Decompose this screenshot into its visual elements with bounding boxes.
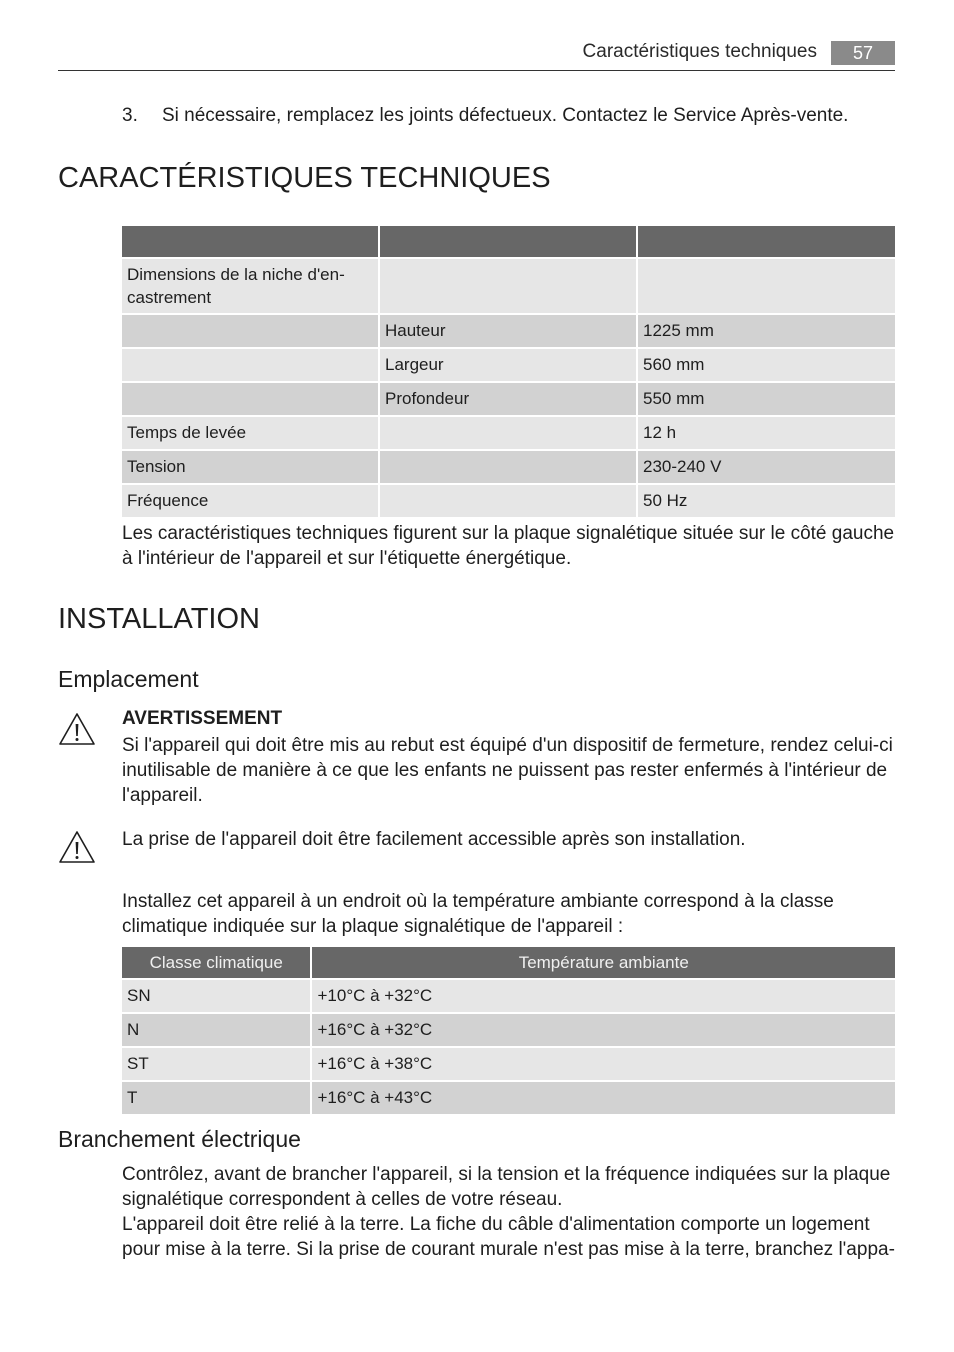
table-cell: ST (122, 1048, 310, 1080)
table-cell (380, 259, 636, 313)
warning-text: Si l'appareil qui doit être mis au rebut est équipé d'un dispositif de fermeture, rendez celui-ci inutilisable de manière à ce que les enfants ne puissent pas rester enfermés à l'intérieur de l'appareil. (122, 735, 893, 806)
table-row (122, 349, 895, 381)
subheading-emplacement: Emplacement (58, 666, 199, 692)
specs-table-header (122, 226, 895, 257)
step-text: Si nécessaire, remplacez les joints défectueux. Contactez le Service Après-vente. (162, 105, 849, 126)
table-cell: SN (122, 980, 310, 1012)
table-cell: Fréquence (122, 485, 378, 517)
warning-title: AVERTISSEMENT (122, 708, 283, 729)
table-cell (380, 485, 636, 517)
table-cell: +16°C à +32°C (312, 1014, 895, 1046)
specs-header-cell (638, 226, 895, 257)
warning-text: La prise de l'appareil doit être facilement accessible après son installation. (122, 829, 746, 850)
table-cell: 550 mm (638, 383, 895, 415)
branchement-paragraph-2: L'appareil doit être relié à la terre. La fiche du câble d'alimentation comporte un logement pour mise à la terre. Si la prise de courant murale n'est pas mise à la terre, branchez l'appa- (122, 1214, 895, 1260)
warning-triangle-icon (58, 712, 96, 746)
table-cell (380, 417, 636, 449)
table-cell (122, 383, 378, 415)
step-item (122, 105, 848, 127)
table-row (122, 259, 895, 313)
specs-note: Les caractéristiques techniques figurent sur la plaque signalétique située sur le côté gauche à l'intérieur de l'appareil et sur l'étiquette énergétique. (122, 523, 895, 569)
table-cell: +10°C à +32°C (312, 980, 895, 1012)
warning-triangle-icon (58, 830, 96, 864)
specs-header-cell (122, 226, 378, 257)
table-row (122, 1014, 895, 1046)
table-cell (122, 349, 378, 381)
table-row (122, 383, 895, 415)
table-row (122, 485, 895, 517)
table-cell: 560 mm (638, 349, 895, 381)
table-row (122, 980, 895, 1012)
table-cell: 230-240 V (638, 451, 895, 483)
table-cell: Hauteur (380, 315, 636, 347)
table-cell: Dimensions de la niche d'en- castrement (122, 259, 378, 313)
header-rule (58, 70, 895, 71)
section-heading-specs: CARACTÉRISTIQUES TECHNIQUES (58, 162, 551, 194)
page-number: 57 (831, 41, 895, 65)
table-row (122, 1082, 895, 1114)
branchement-paragraph-1: Contrôlez, avant de brancher l'appareil, si la tension et la fréquence indiquées sur la plaque signalétique correspondent à celles de votre réseau. (122, 1164, 891, 1210)
table-cell (122, 315, 378, 347)
table-cell: +16°C à +43°C (312, 1082, 895, 1114)
specs-table (120, 224, 897, 519)
table-cell: Profondeur (380, 383, 636, 415)
table-cell (380, 451, 636, 483)
table-cell (638, 259, 895, 313)
table-cell: Largeur (380, 349, 636, 381)
table-cell: Tension (122, 451, 378, 483)
specs-header-cell (380, 226, 636, 257)
table-cell: 1225 mm (638, 315, 895, 347)
table-cell: +16°C à +38°C (312, 1048, 895, 1080)
table-cell: Temps de levée (122, 417, 378, 449)
table-row (122, 417, 895, 449)
climate-header-cell: Température ambiante (312, 947, 895, 978)
table-row (122, 451, 895, 483)
table-cell: 50 Hz (638, 485, 895, 517)
step-number: 3. (122, 105, 138, 126)
table-cell: T (122, 1082, 310, 1114)
climate-intro: Installez cet appareil à un endroit où la température ambiante correspond à la classe climatique indiquée sur la plaque signalétique de l'appareil : (122, 891, 834, 937)
climate-header-cell: Classe climatique (122, 947, 310, 978)
table-row (122, 1048, 895, 1080)
table-cell: 12 h (638, 417, 895, 449)
table-cell: N (122, 1014, 310, 1046)
climate-table-header (122, 947, 895, 978)
running-header-title: Caractéristiques techniques (582, 41, 817, 62)
climate-table (120, 945, 897, 1116)
subheading-branchement: Branchement électrique (58, 1126, 301, 1152)
section-heading-installation: INSTALLATION (58, 603, 260, 635)
table-row (122, 315, 895, 347)
